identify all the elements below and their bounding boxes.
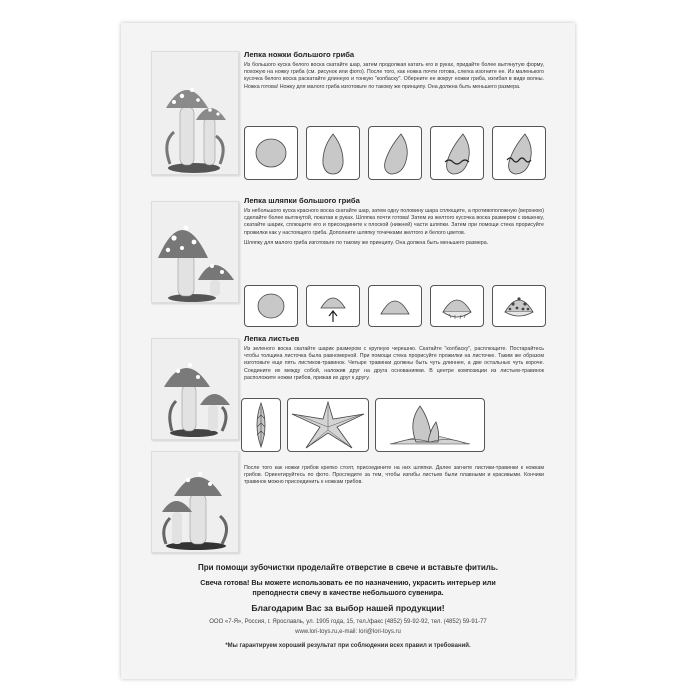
step-1	[244, 285, 298, 327]
step-2	[287, 398, 369, 452]
section-title: Лепка шляпки большого гриба	[244, 196, 360, 205]
section-text: После того как ножки грибов крепко стоят, присоедините на них шляпки. Далее загните листики-травинки к ножкам грибов. Ориентируйтесь по фото. Проследите за тем, чтобы изгибы листьев были плавными и красивыми. Кончики травинок можно присоединить к ножкам грибов.	[244, 465, 544, 486]
footer-website-email: www.lori-toys.ru,e-mail: lori@lori-toys.ru	[295, 629, 401, 635]
step-2	[306, 126, 360, 180]
steps-cap	[244, 285, 546, 327]
footer-wick-instruction: При помощи зубочистки проделайте отверстие в свече и вставьте фитиль.	[197, 563, 499, 572]
footer-thanks: Благодарим Вас за выбор нашей продукции!	[251, 603, 445, 613]
footer-company-address: ООО «7-Я», Россия, г. Ярославль, ул. 1905 года, 15, тел./факс (4852) 59-92-92, тел. (4852) 59-91-77	[209, 619, 487, 625]
step-1	[244, 126, 298, 180]
steps-leaves	[241, 398, 485, 452]
step-3	[368, 126, 422, 180]
instruction-sheet	[121, 23, 575, 679]
steps-stem	[244, 126, 546, 180]
section-text: Из зеленого воска скатайте шарик размером с крупную черешню. Скатайте "колбаску", расплющите. Постарайтесь чтобы толщина листочка была равномерной. При помощи стека прорисуйте прожилки на листочке. Таким же образом изготовьте еще пять листиков-травинок. Четыре травинки должны быть чуть длиннее, а две остальных чуть короче. Соедините их между собой, наложив друг на друга основаниями. В центре композиции из листьев-травинок расположите ножки грибов, прижав их друг к другу.	[244, 346, 544, 381]
section-text: Из большого куска белого воска скатайте шар, затем продолжая катать его в руках, придайте более вытянутую форму, похожую на ножку гриба (см. рисунок или фото). После того, как ножка почти готова, слегка изогните ее. Из маленького кусочка белого воска раскатайте длинную и тонкую "колбаску". Оберните ее вокруг ножки гриба, изгибая в виде волны. Ножка готова! Ножку для малого гриба изготовьте по такому же принципу. Она должна быть меньшего размера.	[244, 62, 544, 90]
section-title: Лепка листьев	[244, 334, 300, 343]
footer-guarantee-note: *Мы гарантируем хороший результат при соблюдении всех правил и требований.	[225, 643, 471, 649]
section-stem	[244, 50, 544, 91]
section-text: Из небольшого куска красного воска скатайте шар, затем одну половину шара сплющите, а противоположную (верхнюю) сделайте более вытянутой, покатав в руках. Шляпка почти готова! Затем из желтого кусочка воска размером с вишенку, скатайте шарик, сплющите его и присоедините к плоской (нижней) части шляпки. Затем при помощи стека прорисуйте прожилки как у настоящего гриба. Дополните шляпку точечками желтого и белого цветов.	[244, 208, 544, 236]
step-4	[430, 285, 484, 327]
photo-mushroom-stems	[151, 51, 239, 175]
step-2	[306, 285, 360, 327]
section-leaves	[244, 334, 544, 382]
section-cap	[244, 196, 544, 247]
step-4	[430, 126, 484, 180]
reverse-side-show-through: ⠀	[476, 53, 493, 78]
step-1	[241, 398, 281, 452]
footer-candle-ready: Свеча готова! Вы можете использовать ее по назначению, украсить интерьер или преподнести свечу в качестве небольшого сувенира.	[200, 578, 496, 597]
section-assembly	[244, 465, 544, 487]
step-3	[368, 285, 422, 327]
step-5	[492, 285, 546, 327]
photo-leaves	[151, 338, 239, 440]
photo-assembled-mushrooms	[151, 451, 239, 553]
section-title: Лепка ножки большого гриба	[244, 50, 355, 59]
photo-mushroom-caps	[151, 201, 239, 303]
section-text-2: Шляпку для малого гриба изготовьте по такому же принципу. Она должна быть меньшего размера.	[244, 239, 489, 246]
step-5	[492, 126, 546, 180]
step-3	[375, 398, 485, 452]
